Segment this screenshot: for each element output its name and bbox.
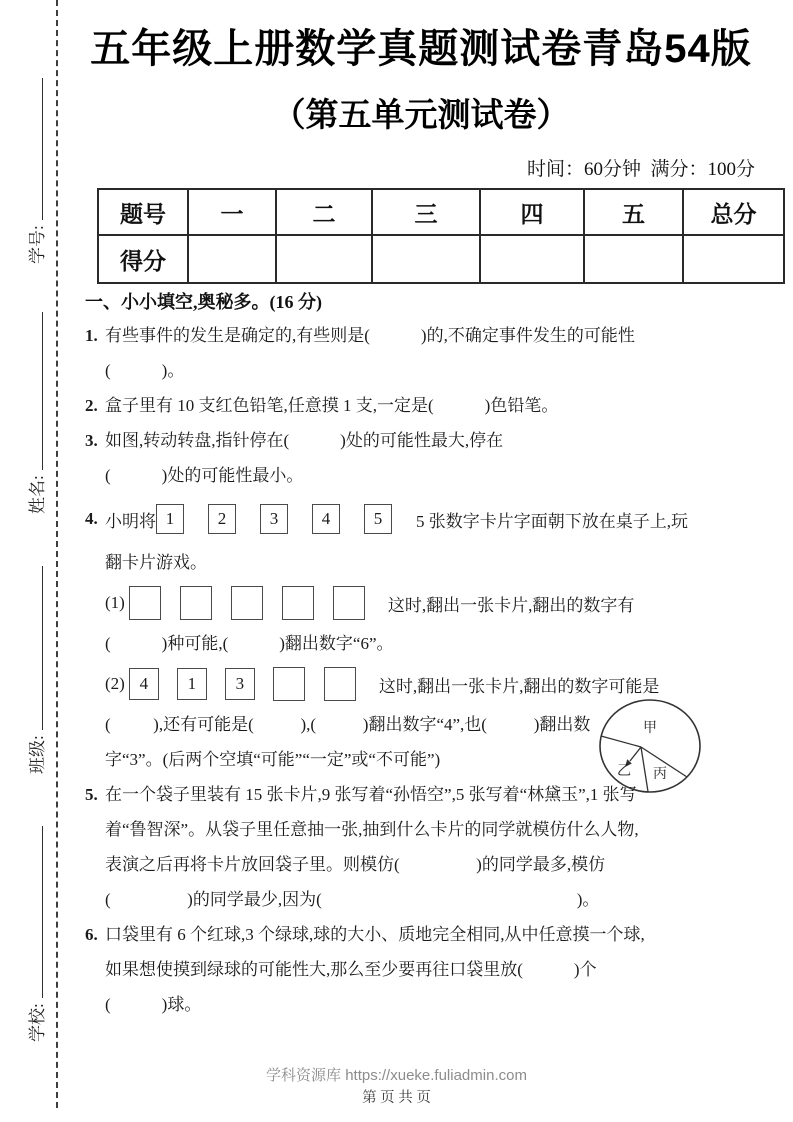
score-table-header-row <box>98 189 784 235</box>
question-6-number: 6. <box>85 925 98 944</box>
question-2-number: 2. <box>85 396 98 415</box>
question-3 <box>85 423 757 493</box>
fill-in-blank-section <box>85 318 757 1022</box>
question-4-part2-label: (2) <box>105 674 125 693</box>
number-card-1: 1 <box>156 504 184 534</box>
score-table-score-row <box>98 235 784 283</box>
student-id-field <box>22 78 48 264</box>
school-label: 学校: <box>27 1003 47 1042</box>
score-table-col-2: 二 <box>276 189 372 235</box>
question-1-blank-line: ( )。 <box>105 361 185 380</box>
class-field <box>22 566 48 774</box>
question-1-number: 1. <box>85 326 98 345</box>
flipped-card-4: 4 <box>129 668 159 700</box>
page-footer <box>0 1066 793 1108</box>
flipped-card-3: 3 <box>225 668 255 700</box>
paper-content <box>85 0 757 1022</box>
face-down-card <box>282 586 314 620</box>
score-table-col-5: 五 <box>584 189 683 235</box>
number-card-3: 3 <box>260 504 288 534</box>
score-cell-1 <box>188 235 276 283</box>
question-5-blank-line: ( )的同学最少,因为( )。 <box>105 890 600 909</box>
spinner-label-jia: 甲 <box>643 721 657 736</box>
score-table-col-4: 四 <box>480 189 584 235</box>
score-table <box>97 188 785 284</box>
question-3-blank-line: ( )处的可能性最小。 <box>105 466 304 485</box>
question-4-part1-text: 这时,翻出一张卡片,翻出的数字有 <box>387 595 635 615</box>
question-3-text: 如图,转动转盘,指针停在( )处的可能性最大,停在 <box>105 431 504 450</box>
flipped-card-1: 1 <box>177 668 207 700</box>
student-name-field <box>22 312 48 514</box>
paper-subtitle: （第五单元测试卷） <box>272 96 570 133</box>
class-label: 班级: <box>27 735 47 774</box>
face-down-card <box>129 586 161 620</box>
student-name-blank-line <box>27 312 42 470</box>
question-5-text-line2: 着“鲁智深”。从袋子里任意抽一张,抽到什么卡片的同学就模仿什么人物, <box>105 820 639 839</box>
score-table-col-total: 总分 <box>683 189 784 235</box>
face-down-card <box>180 586 212 620</box>
question-4-part1-label: (1) <box>105 593 125 612</box>
score-cell-5 <box>584 235 683 283</box>
question-5-text-line3: 表演之后再将卡片放回袋子里。则模仿( )的同学最多,模仿 <box>105 855 606 874</box>
number-card-2: 2 <box>208 504 236 534</box>
score-cell-3 <box>372 235 480 283</box>
number-card-5: 5 <box>364 504 392 534</box>
spinner-label-bing: 丙 <box>653 767 667 782</box>
question-4-number: 4. <box>85 509 98 528</box>
footer-source-link[interactable]: 学科资源库 https://xueke.fuliadmin.com <box>266 1067 527 1084</box>
question-4-intro-line2: 翻卡片游戏。 <box>105 553 207 572</box>
student-name-label: 姓名: <box>27 475 47 514</box>
score-table-corner-cell: 题号 <box>98 189 188 235</box>
score-table-col-3: 三 <box>372 189 480 235</box>
spinner-diagram <box>595 696 709 800</box>
school-field <box>22 826 48 1042</box>
paper-title: 五年级上册数学真题测试卷青岛54版 <box>90 27 752 71</box>
student-id-label: 学号: <box>27 225 47 264</box>
question-5-number: 5. <box>85 785 98 804</box>
question-4-part2-text: 这时,翻出一张卡片,翻出的数字可能是 <box>378 676 660 696</box>
school-blank-line <box>27 826 42 998</box>
score-row-label-cell: 得分 <box>98 235 188 283</box>
face-down-card <box>333 586 365 620</box>
question-5-text-line1: 在一个袋子里装有 15 张卡片,9 张写着“孙悟空”,5 张写着“林黛玉”,1 张写 <box>105 785 637 804</box>
question-6-text-line1: 口袋里有 6 个红球,3 个绿球,球的大小、质地完全相同,从中任意摸一个球, <box>105 925 645 944</box>
question-1 <box>85 318 757 388</box>
class-blank-line <box>27 566 42 730</box>
question-4-intro-suffix: 5 张数字卡片字面朝下放在桌子上,玩 <box>416 511 688 531</box>
score-cell-total <box>683 235 784 283</box>
time-score-info: 时间：60分钟 满分：100分 <box>526 159 755 180</box>
question-6-blank-line: ( )球。 <box>105 995 202 1014</box>
face-down-card <box>324 667 356 701</box>
footer-page-number: 第 页 共 页 <box>362 1090 431 1106</box>
spinner-label-yi: 乙 <box>617 764 631 779</box>
question-2 <box>85 388 757 423</box>
question-1-text: 有些事件的发生是确定的,有些则是( )的,不确定事件发生的可能性 <box>105 326 635 345</box>
section-one-heading: 一、小小填空,奥秘多。(16 分) <box>85 292 322 312</box>
number-card-4: 4 <box>312 504 340 534</box>
question-6-text-line2: 如果想使摸到绿球的可能性大,那么至少要再往口袋里放( )个 <box>105 960 597 979</box>
score-table-col-1: 一 <box>188 189 276 235</box>
score-cell-4 <box>480 235 584 283</box>
face-down-card <box>273 667 305 701</box>
question-4-part2-note-line: 字“3”。(后两个空填“可能”“一定”或“不可能”) <box>105 750 441 769</box>
question-3-number: 3. <box>85 431 98 450</box>
question-4-part1-blank-line: ( )种可能,( )翻出数字“6”。 <box>105 634 394 653</box>
student-id-blank-line <box>27 78 42 220</box>
face-down-card <box>231 586 263 620</box>
question-6 <box>85 917 757 1022</box>
question-4-intro-prefix: 小明将 <box>105 511 156 531</box>
question-2-text: 盒子里有 10 支红色铅笔,任意摸 1 支,一定是( )色铅笔。 <box>105 396 559 415</box>
score-cell-2 <box>276 235 372 283</box>
binding-dashed-line <box>56 0 58 1108</box>
question-4-part2-blank-line: ( ),还有可能是( ),( )翻出数字“4”,也( )翻出数 <box>105 715 591 734</box>
